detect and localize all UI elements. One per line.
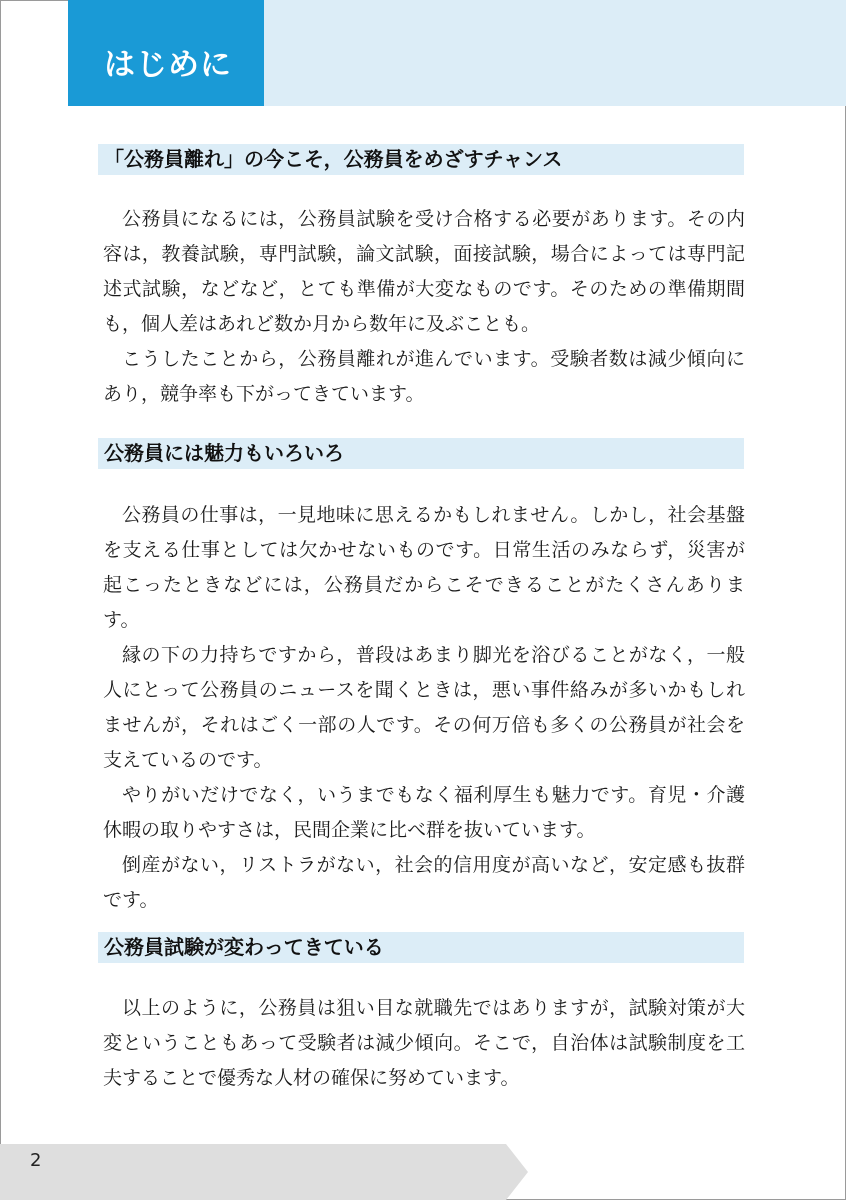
section-heading-1: 「公務員離れ」の今こそ，公務員をめざすチャンス: [98, 144, 744, 175]
paragraph-3-1: 以上のように，公務員は狙い目な就職先ではありますが，試験対策が大変ということもあって受験者は減少傾向。そこで，自治体は試験制度を工夫することで優秀な人材の確保に努めています。: [103, 997, 745, 1089]
paragraph-2-4: 倒産がない，リストラがない，社会的信用度が高いなど，安定感も抜群です。: [103, 854, 745, 911]
paragraph-1-2: こうしたことから，公務員離れが進んでいます。受験者数は減少傾向にあり，競争率も下がってきています。: [103, 348, 745, 405]
paragraph-2-2: 縁の下の力持ちですから，普段はあまり脚光を浴びることがなく，一般人にとって公務員のニュースを聞くときは，悪い事件絡みが多いかもしれませんが，それはごく一部の人です。その何万倍も多くの公務員が社会を支えているのです。: [103, 644, 745, 771]
footer-band-shape: [0, 1144, 528, 1200]
paragraph-1-1: 公務員になるには，公務員試験を受け合格する必要があります。その内容は，教養試験，専門試験，論文試験，面接試験，場合によっては専門記述式試験，などなど，とても準備が大変なものです。そのための準備期間も，個人差はあれど数か月から数年に及ぶことも。: [103, 208, 745, 335]
page-number: 2: [30, 1150, 42, 1171]
section-heading-3: 公務員試験が変わってきている: [98, 932, 744, 963]
paragraph-2-3: やりがいだけでなく，いうまでもなく福利厚生も魅力です。育児・介護休暇の取りやすさは，民間企業に比べ群を抜いています。: [103, 784, 745, 841]
paragraph-2-1: 公務員の仕事は，一見地味に思えるかもしれません。しかし，社会基盤を支える仕事としては欠かせないものです。日常生活のみならず，災害が起こったときなどには，公務員だからこそできることがたくさんあります。: [103, 504, 745, 631]
footer-bar: [0, 1144, 846, 1200]
page-title: はじめに: [104, 47, 232, 83]
section-heading-2: 公務員には魅力もいろいろ: [98, 438, 744, 469]
